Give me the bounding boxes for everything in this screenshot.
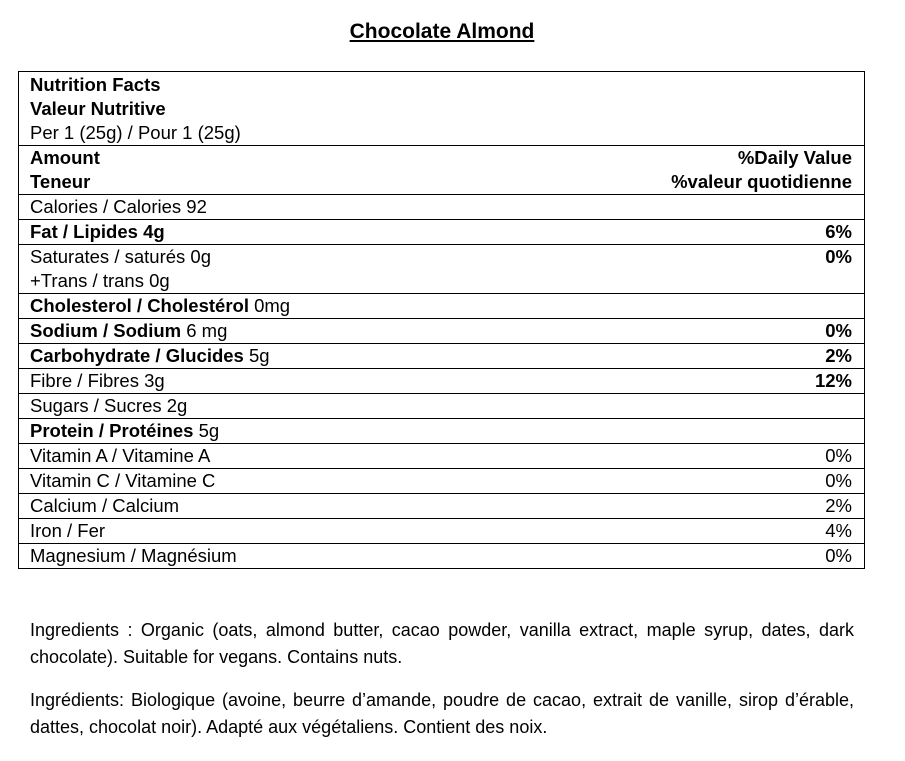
protein-row bbox=[19, 419, 864, 444]
carbohydrate-row bbox=[19, 344, 864, 369]
sugars-row bbox=[19, 394, 864, 419]
sodium-value: 6 mg bbox=[181, 320, 228, 341]
sodium-label: Sodium / Sodium bbox=[30, 320, 182, 341]
ingredients-section bbox=[30, 617, 854, 757]
ingredients-english: Ingredients : Organic (oats, almond butter, cacao powder, vanilla extract, maple syrup, dates, dark chocolate). Suitable for vegans. Contains nuts. bbox=[30, 620, 854, 667]
protein-value: 5g bbox=[193, 420, 220, 441]
magnesium-row bbox=[19, 544, 864, 568]
calories-row bbox=[19, 195, 864, 220]
magnesium-percent: 0% bbox=[825, 545, 852, 566]
vitamin-a-percent: 0% bbox=[825, 445, 852, 466]
vitamin-a-label: Vitamin A / Vitamine A bbox=[30, 445, 211, 466]
daily-value-heading: %Daily Value bbox=[737, 147, 852, 168]
iron-row bbox=[19, 519, 864, 544]
calcium-label: Calcium / Calcium bbox=[30, 495, 180, 516]
saturated-trans-row bbox=[19, 245, 864, 294]
cholesterol-value: 0mg bbox=[248, 295, 291, 316]
serving-size: Per 1 (25g) / Pour 1 (25g) bbox=[30, 122, 241, 143]
sugars-label: Sugars / Sucres 2g bbox=[30, 395, 188, 416]
ingredients-french: Ingrédients: Biologique (avoine, beurre d’amande, poudre de cacao, extrait de vanille, sirop d’érable, dattes, chocolat noir). Adapté aux végétaliens. Contient des noix. bbox=[30, 690, 854, 737]
saturates-label: Saturates / saturés 0g bbox=[30, 246, 211, 267]
iron-label: Iron / Fer bbox=[30, 520, 106, 541]
fibre-percent: 12% bbox=[814, 370, 852, 391]
sodium-row bbox=[19, 319, 864, 344]
nutrition-facts-table bbox=[18, 71, 865, 569]
iron-percent: 4% bbox=[825, 520, 852, 541]
column-headers bbox=[19, 146, 864, 195]
fat-row bbox=[19, 220, 864, 245]
daily-value-heading-fr: %valeur quotidienne bbox=[671, 171, 852, 192]
amount-heading-fr: Teneur bbox=[30, 171, 91, 192]
carbohydrate-label: Carbohydrate / Glucides bbox=[30, 345, 244, 366]
calcium-percent: 2% bbox=[825, 495, 852, 516]
cholesterol-label: Cholesterol / Cholestérol bbox=[30, 295, 249, 316]
facts-heading-fr: Valeur Nutritive bbox=[30, 98, 166, 119]
vitamin-a-row bbox=[19, 444, 864, 469]
fat-label: Fat / Lipides 4g bbox=[30, 221, 165, 242]
facts-heading-en: Nutrition Facts bbox=[30, 74, 161, 95]
protein-label: Protein / Protéines bbox=[30, 420, 194, 441]
cholesterol-row bbox=[19, 294, 864, 319]
fat-percent: 6% bbox=[825, 221, 852, 242]
fibre-label: Fibre / Fibres 3g bbox=[30, 370, 165, 391]
vitamin-c-row bbox=[19, 469, 864, 494]
facts-header bbox=[19, 72, 864, 146]
carbohydrate-percent: 2% bbox=[825, 345, 852, 366]
fibre-row bbox=[19, 369, 864, 394]
product-title: Chocolate Almond bbox=[349, 20, 535, 43]
saturated-trans-percent: 0% bbox=[825, 246, 852, 267]
vitamin-c-label: Vitamin C / Vitamine C bbox=[30, 470, 216, 491]
carbohydrate-value: 5g bbox=[243, 345, 270, 366]
vitamin-c-percent: 0% bbox=[825, 470, 852, 491]
sodium-percent: 0% bbox=[825, 320, 852, 341]
trans-label: +Trans / trans 0g bbox=[30, 270, 170, 291]
calories-label: Calories / Calories 92 bbox=[30, 196, 207, 217]
amount-heading: Amount bbox=[30, 147, 100, 168]
magnesium-label: Magnesium / Magnésium bbox=[30, 545, 237, 566]
calcium-row bbox=[19, 494, 864, 519]
